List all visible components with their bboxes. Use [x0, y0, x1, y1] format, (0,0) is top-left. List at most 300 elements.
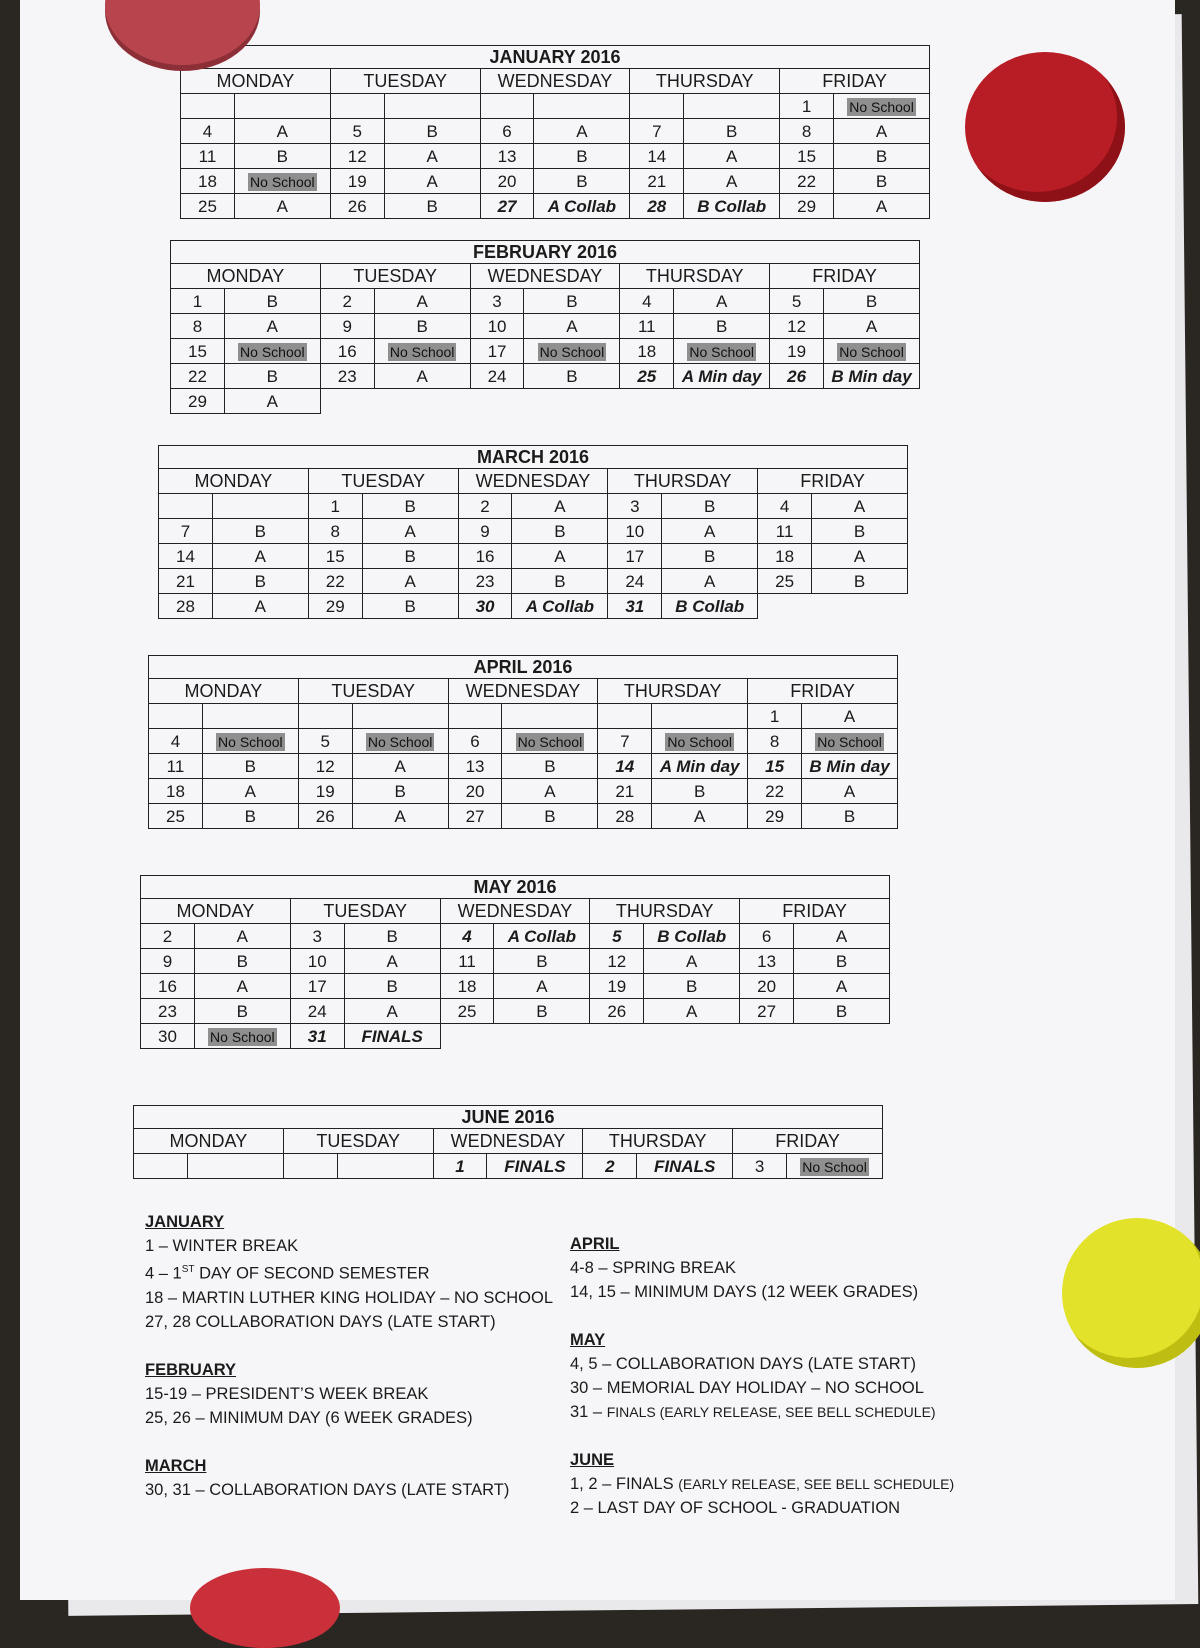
date-number: 13 [740, 949, 794, 974]
date-number: 4 [758, 494, 812, 519]
date-number: 27 [480, 194, 534, 219]
day-type: B Collab [662, 594, 758, 619]
date-number: 31 [608, 594, 662, 619]
note-line [570, 1472, 1010, 1496]
date-number [134, 1154, 188, 1179]
weekday-header: FRIDAY [733, 1129, 883, 1154]
month-calendar [148, 655, 898, 829]
week-row [141, 974, 890, 999]
day-type: A [812, 494, 908, 519]
day-type: B [234, 144, 330, 169]
date-number: 12 [590, 949, 644, 974]
day-type: A [502, 779, 598, 804]
note-line: 4, 5 – COLLABORATION DAYS (LATE START) [570, 1355, 916, 1373]
empty-cell [470, 389, 524, 414]
week-row [134, 1154, 883, 1179]
date-number: 27 [448, 804, 502, 829]
week-row [171, 339, 920, 364]
day-type: A [834, 119, 930, 144]
date-number: 8 [308, 519, 362, 544]
no-school-cell [202, 729, 298, 754]
date-number: 22 [171, 364, 225, 389]
empty-cell [524, 389, 620, 414]
month-title: FEBRUARY 2016 [171, 241, 920, 264]
date-number: 11 [620, 314, 674, 339]
date-number: 5 [298, 729, 352, 754]
date-number: 26 [770, 364, 824, 389]
date-number: 25 [758, 569, 812, 594]
month-title: JANUARY 2016 [181, 46, 930, 69]
month-title: APRIL 2016 [149, 656, 898, 679]
month-table [148, 655, 898, 829]
note-line [145, 1258, 565, 1286]
weekday-header: MONDAY [171, 264, 321, 289]
empty-cell [758, 594, 812, 619]
week-row [149, 754, 898, 779]
day-type: B [502, 804, 598, 829]
date-number: 18 [620, 339, 674, 364]
day-type: B Collab [684, 194, 780, 219]
weekday-header: FRIDAY [770, 264, 920, 289]
weekday-header: WEDNESDAY [480, 69, 630, 94]
month-table [180, 45, 930, 219]
day-type: B Collab [644, 924, 740, 949]
day-type: B [202, 754, 298, 779]
month-table [140, 875, 890, 1049]
notes-right [570, 1232, 1010, 1520]
day-type: B [794, 949, 890, 974]
date-number: 21 [630, 169, 684, 194]
empty-cell [494, 1024, 590, 1049]
date-number: 2 [320, 289, 374, 314]
notes-june-heading: JUNE [570, 1451, 615, 1469]
week-row [141, 1024, 890, 1049]
notes-january-heading: JANUARY [145, 1213, 225, 1231]
day-type: B Min day [824, 364, 920, 389]
day-type: FINALS [637, 1154, 733, 1179]
month-table [158, 445, 908, 619]
date-number: 28 [598, 804, 652, 829]
no-school-cell [834, 94, 930, 119]
day-type: A Collab [494, 924, 590, 949]
date-number: 17 [290, 974, 344, 999]
day-type: B [212, 519, 308, 544]
day-type: A [202, 779, 298, 804]
day-type: A [212, 544, 308, 569]
empty-cell [374, 389, 470, 414]
day-type: B [524, 364, 620, 389]
week-row [181, 144, 930, 169]
month-calendar [133, 1105, 883, 1179]
day-type: A [644, 949, 740, 974]
month-title: MAY 2016 [141, 876, 890, 899]
weekday-header: WEDNESDAY [470, 264, 620, 289]
date-number: 1 [308, 494, 362, 519]
no-school-label: No School [849, 98, 914, 115]
date-number: 2 [458, 494, 512, 519]
day-type [212, 494, 308, 519]
weekday-header: WEDNESDAY [440, 899, 590, 924]
day-type: B [662, 544, 758, 569]
date-number: 5 [590, 924, 644, 949]
no-school-cell [352, 729, 448, 754]
weekday-header: MONDAY [134, 1129, 284, 1154]
weekday-header: TUESDAY [320, 264, 470, 289]
date-number: 6 [448, 729, 502, 754]
date-number: 26 [298, 804, 352, 829]
month-calendar [170, 240, 920, 414]
date-number: 16 [141, 974, 195, 999]
weekday-header: MONDAY [181, 69, 331, 94]
weekday-header: THURSDAY [620, 264, 770, 289]
day-type: B [344, 924, 440, 949]
day-type: B [362, 594, 458, 619]
no-school-cell [194, 1024, 290, 1049]
month-table [133, 1105, 883, 1179]
date-number [159, 494, 213, 519]
day-type: B [512, 519, 608, 544]
no-school-cell [374, 339, 470, 364]
day-type: A Collab [512, 594, 608, 619]
weekday-header: TUESDAY [308, 469, 458, 494]
month-title: JUNE 2016 [134, 1106, 883, 1129]
day-type: A [684, 169, 780, 194]
date-number: 20 [740, 974, 794, 999]
date-number: 12 [330, 144, 384, 169]
day-type [202, 704, 298, 729]
day-type: B [794, 999, 890, 1024]
date-number: 11 [758, 519, 812, 544]
week-row [149, 804, 898, 829]
no-school-cell [234, 169, 330, 194]
notes-february-heading: FEBRUARY [145, 1360, 237, 1379]
date-number: 8 [748, 729, 802, 754]
month-calendar [140, 875, 890, 1049]
date-number: 21 [159, 569, 213, 594]
week-row [149, 729, 898, 754]
weekday-header: MONDAY [149, 679, 299, 704]
weekday-header: FRIDAY [748, 679, 898, 704]
red-magnet [965, 52, 1125, 202]
date-number [330, 94, 384, 119]
empty-cell [740, 1024, 794, 1049]
date-number: 23 [141, 999, 195, 1024]
date-number: 14 [159, 544, 213, 569]
week-row [181, 119, 930, 144]
note-line: 15-19 – PRESIDENT’S WEEK BREAK [145, 1384, 429, 1403]
empty-cell [812, 594, 908, 619]
note-text: 31 – [570, 1403, 607, 1421]
day-type: A [662, 519, 758, 544]
day-type: A [794, 924, 890, 949]
date-number: 15 [171, 339, 225, 364]
date-number: 25 [149, 804, 203, 829]
date-number: 3 [290, 924, 344, 949]
no-school-label: No School [210, 1028, 275, 1045]
date-number: 6 [480, 119, 534, 144]
date-number: 29 [308, 594, 362, 619]
date-number: 4 [149, 729, 203, 754]
week-row [159, 569, 908, 594]
date-number: 16 [458, 544, 512, 569]
day-type: A [662, 569, 758, 594]
day-type [337, 1154, 433, 1179]
date-number: 25 [620, 364, 674, 389]
date-number: 5 [330, 119, 384, 144]
weekday-header: TUESDAY [283, 1129, 433, 1154]
notes-may-heading: MAY [570, 1331, 606, 1349]
weekday-header: TUESDAY [298, 679, 448, 704]
date-number: 10 [608, 519, 662, 544]
day-type: A [652, 804, 748, 829]
day-type: A [674, 289, 770, 314]
day-type: B [824, 289, 920, 314]
day-type: A [224, 314, 320, 339]
date-number: 5 [770, 289, 824, 314]
yellow-magnet [1062, 1218, 1200, 1368]
date-number: 1 [748, 704, 802, 729]
week-row [141, 949, 890, 974]
month-calendar [180, 45, 930, 219]
day-type: B [652, 779, 748, 804]
date-number: 22 [308, 569, 362, 594]
weekday-header: THURSDAY [630, 69, 780, 94]
day-type: A [834, 194, 930, 219]
no-school-label: No School [667, 733, 732, 750]
date-number: 30 [141, 1024, 195, 1049]
day-type: A [224, 389, 320, 414]
note-line: 1 – WINTER BREAK [145, 1237, 299, 1255]
date-number: 3 [608, 494, 662, 519]
date-number: 18 [758, 544, 812, 569]
day-type: B [512, 569, 608, 594]
note-small-text: (EARLY RELEASE, SEE BELL SCHEDULE) [678, 1476, 955, 1492]
week-row [141, 999, 890, 1024]
date-number: 13 [448, 754, 502, 779]
date-number: 13 [480, 144, 534, 169]
day-type: B [802, 804, 898, 829]
date-number: 24 [470, 364, 524, 389]
date-number: 3 [470, 289, 524, 314]
day-type: B [344, 974, 440, 999]
date-number [149, 704, 203, 729]
weekday-header: WEDNESDAY [448, 679, 598, 704]
date-number: 15 [780, 144, 834, 169]
day-type: A [194, 974, 290, 999]
date-number: 2 [141, 924, 195, 949]
date-number: 19 [770, 339, 824, 364]
day-type: A [512, 494, 608, 519]
week-row [159, 544, 908, 569]
day-type: B [834, 169, 930, 194]
week-row [181, 194, 930, 219]
day-type: A [384, 144, 480, 169]
date-number: 11 [181, 144, 235, 169]
date-number: 11 [149, 754, 203, 779]
day-type [652, 704, 748, 729]
day-type: B [644, 974, 740, 999]
date-number: 18 [181, 169, 235, 194]
no-school-cell [674, 339, 770, 364]
no-school-label: No School [689, 343, 754, 360]
date-number: 19 [330, 169, 384, 194]
day-type: B [374, 314, 470, 339]
date-number: 4 [620, 289, 674, 314]
date-number: 15 [308, 544, 362, 569]
weekday-header: MONDAY [141, 899, 291, 924]
no-school-cell [524, 339, 620, 364]
day-type: A [534, 119, 630, 144]
date-number [181, 94, 235, 119]
day-type: B [494, 949, 590, 974]
note-text: 1, 2 – FINALS [570, 1475, 679, 1493]
weekday-header: THURSDAY [590, 899, 740, 924]
no-school-cell [224, 339, 320, 364]
day-type [352, 704, 448, 729]
weekday-header: WEDNESDAY [433, 1129, 583, 1154]
day-type: B [202, 804, 298, 829]
no-school-label: No School [367, 733, 433, 750]
week-row [171, 364, 920, 389]
date-number: 15 [748, 754, 802, 779]
date-number: 31 [290, 1024, 344, 1049]
day-type: A [352, 804, 448, 829]
day-type: A Min day [674, 364, 770, 389]
date-number: 16 [320, 339, 374, 364]
date-number: 9 [141, 949, 195, 974]
date-number: 28 [630, 194, 684, 219]
day-type [502, 704, 598, 729]
weekday-header: WEDNESDAY [458, 469, 608, 494]
week-row [149, 704, 898, 729]
date-number: 10 [470, 314, 524, 339]
date-number [283, 1154, 337, 1179]
date-number: 23 [320, 364, 374, 389]
date-number [298, 704, 352, 729]
day-type: FINALS [344, 1024, 440, 1049]
empty-cell [590, 1024, 644, 1049]
weekday-header: FRIDAY [740, 899, 890, 924]
date-number: 19 [590, 974, 644, 999]
day-type [684, 94, 780, 119]
note-small-text: FINALS (EARLY RELEASE, SEE BELL SCHEDULE) [606, 1404, 936, 1420]
date-number: 7 [598, 729, 652, 754]
date-number: 26 [330, 194, 384, 219]
week-row [171, 314, 920, 339]
day-type: B [224, 289, 320, 314]
day-type: A [362, 519, 458, 544]
weekday-header: TUESDAY [330, 69, 480, 94]
day-type: A [344, 999, 440, 1024]
week-row [181, 169, 930, 194]
day-type: B [684, 119, 780, 144]
no-school-label: No School [839, 343, 904, 360]
no-school-cell [787, 1154, 883, 1179]
day-type: A [684, 144, 780, 169]
empty-cell [440, 1024, 494, 1049]
date-number: 1 [433, 1154, 487, 1179]
day-type: A [362, 569, 458, 594]
date-number: 9 [320, 314, 374, 339]
notes-april-heading: APRIL [570, 1235, 620, 1253]
day-type: A [824, 314, 920, 339]
day-type: A [644, 999, 740, 1024]
day-type: B [834, 144, 930, 169]
weekday-header: TUESDAY [290, 899, 440, 924]
date-number: 25 [440, 999, 494, 1024]
month-calendar [158, 445, 908, 619]
no-school-label: No School [240, 343, 305, 360]
empty-cell [644, 1024, 740, 1049]
date-number: 7 [159, 519, 213, 544]
date-number: 29 [748, 804, 802, 829]
date-number: 12 [298, 754, 352, 779]
day-type: B [212, 569, 308, 594]
day-type: B [362, 494, 458, 519]
note-line: 27, 28 COLLABORATION DAYS (LATE START) [145, 1312, 496, 1331]
day-type: B Min day [802, 754, 898, 779]
day-type [187, 1154, 283, 1179]
day-type: B [534, 169, 630, 194]
day-type: A [384, 169, 480, 194]
note-text: DAY OF SECOND SEMESTER [199, 1264, 430, 1283]
note-line: 4-8 – SPRING BREAK [570, 1259, 736, 1277]
empty-cell [674, 389, 770, 414]
no-school-cell [502, 729, 598, 754]
date-number: 10 [290, 949, 344, 974]
red-magnet [190, 1568, 340, 1648]
date-number: 28 [159, 594, 213, 619]
notes-march-heading: MARCH [145, 1456, 207, 1475]
date-number [598, 704, 652, 729]
week-row [159, 594, 908, 619]
day-type: B [352, 779, 448, 804]
day-type: B [662, 494, 758, 519]
date-number: 4 [181, 119, 235, 144]
week-row [181, 94, 930, 119]
day-type: A Collab [534, 194, 630, 219]
date-number: 11 [440, 949, 494, 974]
week-row [149, 779, 898, 804]
empty-cell [794, 1024, 890, 1049]
empty-cell [620, 389, 674, 414]
week-row [159, 519, 908, 544]
no-school-label: No School [817, 733, 882, 750]
day-type: A [234, 119, 330, 144]
date-number: 7 [630, 119, 684, 144]
date-number: 19 [298, 779, 352, 804]
week-row [171, 389, 920, 414]
note-line: 2 – LAST DAY OF SCHOOL - GRADUATION [570, 1499, 901, 1517]
notes-left [145, 1210, 565, 1502]
date-number: 29 [171, 389, 225, 414]
date-number: 3 [733, 1154, 787, 1179]
date-number: 22 [780, 169, 834, 194]
day-type: A [512, 544, 608, 569]
note-line [570, 1400, 1010, 1424]
day-type: B [194, 949, 290, 974]
note-prefix: 4 – 1 [145, 1264, 182, 1283]
day-type: A Min day [652, 754, 748, 779]
day-type [534, 94, 630, 119]
day-type: B [524, 289, 620, 314]
date-number: 9 [458, 519, 512, 544]
weekday-header: THURSDAY [608, 469, 758, 494]
day-type: B [194, 999, 290, 1024]
day-type: A [352, 754, 448, 779]
week-row [171, 289, 920, 314]
day-type: A [802, 704, 898, 729]
